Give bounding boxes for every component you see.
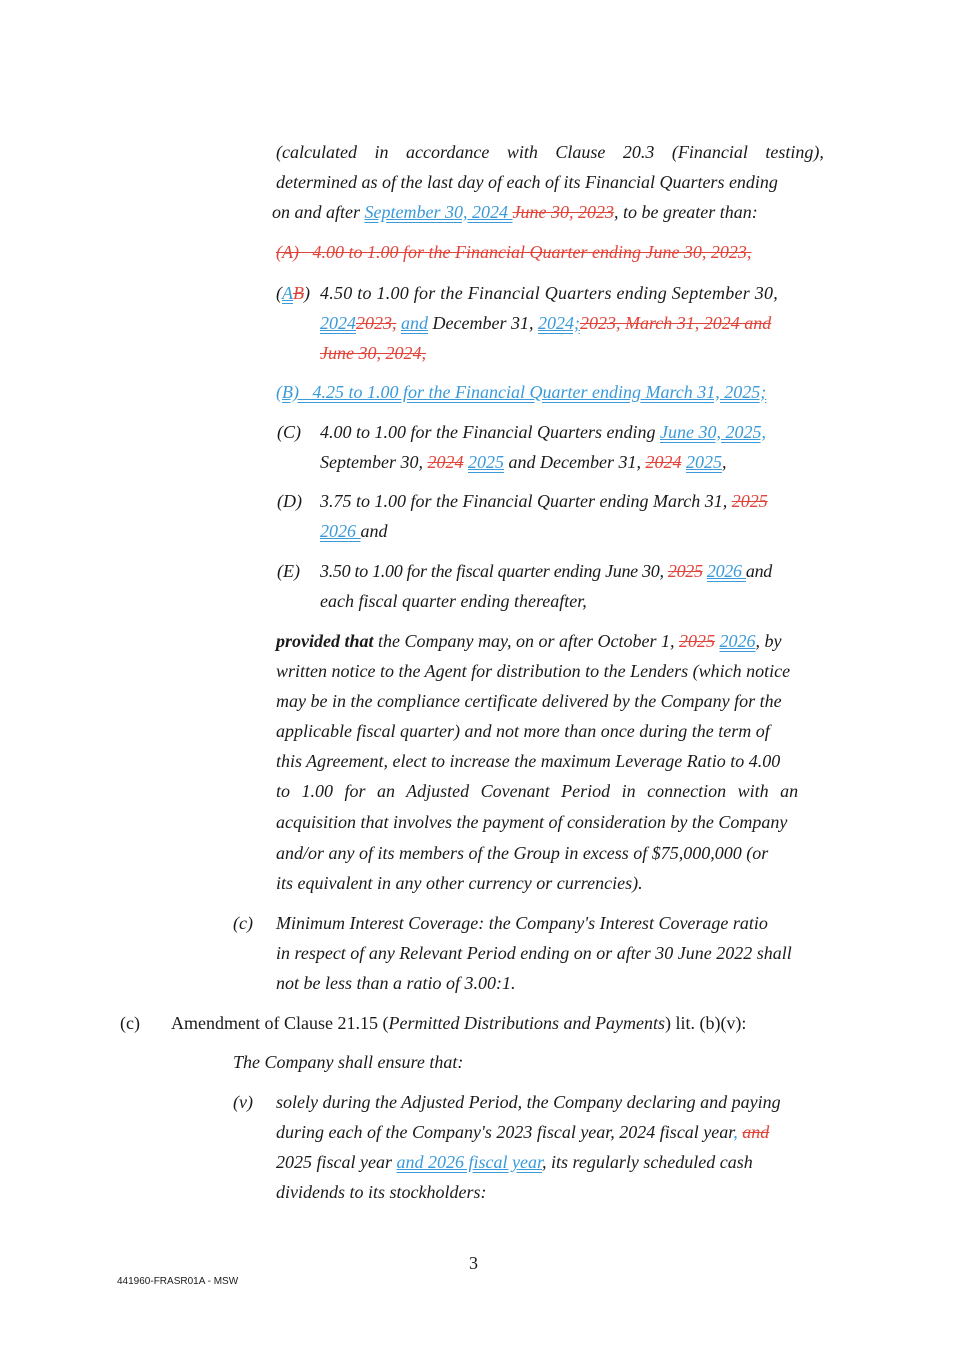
- proviso-line: applicable fiscal quarter) and not more than once during the term of: [276, 721, 770, 741]
- item-e-line-1: 3.50 to 1.00 for the fiscal quarter ending June 30, 2025 2026 and: [320, 561, 773, 581]
- item-e-label: (E): [277, 561, 300, 581]
- item-e-line-2: each fiscal quarter ending thereafter,: [320, 591, 587, 611]
- item-c-label: (C): [277, 422, 301, 442]
- proviso-line: and/or any of its members of the Group in excess of $75,000,000 (or: [276, 843, 769, 863]
- deleted-text: June 30, 2023: [512, 202, 614, 222]
- inserted-text: September 30, 2024: [364, 202, 513, 222]
- proviso-line: this Agreement, elect to increase the maximum Leverage Ratio to 4.00: [276, 751, 781, 771]
- intro-word: accordance: [406, 142, 490, 162]
- deleted-item-a: (A) 4.00 to 1.00 for the Financial Quarter ending June 30, 2023,: [276, 242, 752, 262]
- ensure-text: The Company shall ensure that:: [233, 1052, 464, 1072]
- item-c-line-2: September 30, 2024 2025 and December 31, 2024 2025,: [320, 452, 727, 472]
- item-c-line-1: 4.00 to 1.00 for the Financial Quarters ending June 30, 2025,: [320, 422, 766, 442]
- intro-line-2: determined as of the last day of each of its Financial Quarters ending: [276, 172, 778, 192]
- footer-code: 441960-FRASR01A - MSW: [117, 1276, 239, 1287]
- proviso-line-1: provided that the Company may, on or after October 1, 2025 2026, by: [276, 631, 782, 651]
- min-interest-line: Minimum Interest Coverage: the Company's Interest Coverage ratio: [276, 913, 768, 933]
- proviso-line: acquisition that involves the payment of consideration by the Company: [276, 812, 788, 832]
- amendment-heading: Amendment of Clause 21.15 (Permitted Distributions and Payments) lit. (b)(v):: [171, 1013, 747, 1033]
- item-ab-line-2: 20242023, and December 31, 2024;2023, March 31, 2024 and: [320, 313, 772, 333]
- inserted-item-b: (B) 4.25 to 1.00 for the Financial Quarter ending March 31, 2025;: [276, 382, 767, 402]
- min-interest-label: (c): [233, 913, 253, 933]
- item-ab-label: (AB): [276, 283, 310, 303]
- intro-word: testing),: [765, 142, 824, 162]
- min-interest-line: not be less than a ratio of 3.00:1.: [276, 973, 516, 993]
- amendment-label: (c): [120, 1013, 140, 1033]
- item-v-line-1: solely during the Adjusted Period, the Company declaring and paying: [276, 1092, 781, 1112]
- proviso-line: to 1.00 for an Adjusted Covenant Period in connection with an: [276, 781, 799, 801]
- min-interest-line: in respect of any Relevant Period ending on or after 30 June 2022 shall: [276, 943, 792, 963]
- item-v-label: (v): [233, 1092, 253, 1112]
- page-number: 3: [469, 1253, 478, 1273]
- item-ab-line-3: June 30, 2024,: [320, 343, 426, 363]
- item-d-label: (D): [277, 491, 302, 511]
- intro-word: in: [374, 142, 389, 162]
- intro-word: (calculated: [276, 142, 357, 162]
- proviso-line: written notice to the Agent for distribution to the Lenders (which notice: [276, 661, 791, 681]
- intro-word: Clause: [555, 142, 606, 162]
- item-v-line-2: during each of the Company's 2023 fiscal year, 2024 fiscal year, and: [276, 1122, 770, 1142]
- item-v-line-4: dividends to its stockholders:: [276, 1182, 487, 1202]
- proviso-line: its equivalent in any other currency or currencies).: [276, 873, 643, 893]
- item-ab-line-1: 4.50 to 1.00 for the Financial Quarters ending September 30,: [320, 283, 778, 303]
- intro-line-3: on and after September 30, 2024 June 30, 2023, to be greater than:: [272, 202, 758, 222]
- intro-word: (Financial: [671, 142, 748, 162]
- item-v-line-3: 2025 fiscal year and 2026 fiscal year, its regularly scheduled cash: [276, 1152, 753, 1172]
- item-d-line-1: 3.75 to 1.00 for the Financial Quarter ending March 31, 2025: [320, 491, 768, 511]
- item-d-line-2: 2026 and: [320, 521, 388, 541]
- intro-word: 20.3: [622, 142, 655, 162]
- intro-word: with: [506, 142, 538, 162]
- intro-line-1: [276, 141, 824, 163]
- proviso-line: may be in the compliance certificate delivered by the Company for the: [276, 691, 782, 711]
